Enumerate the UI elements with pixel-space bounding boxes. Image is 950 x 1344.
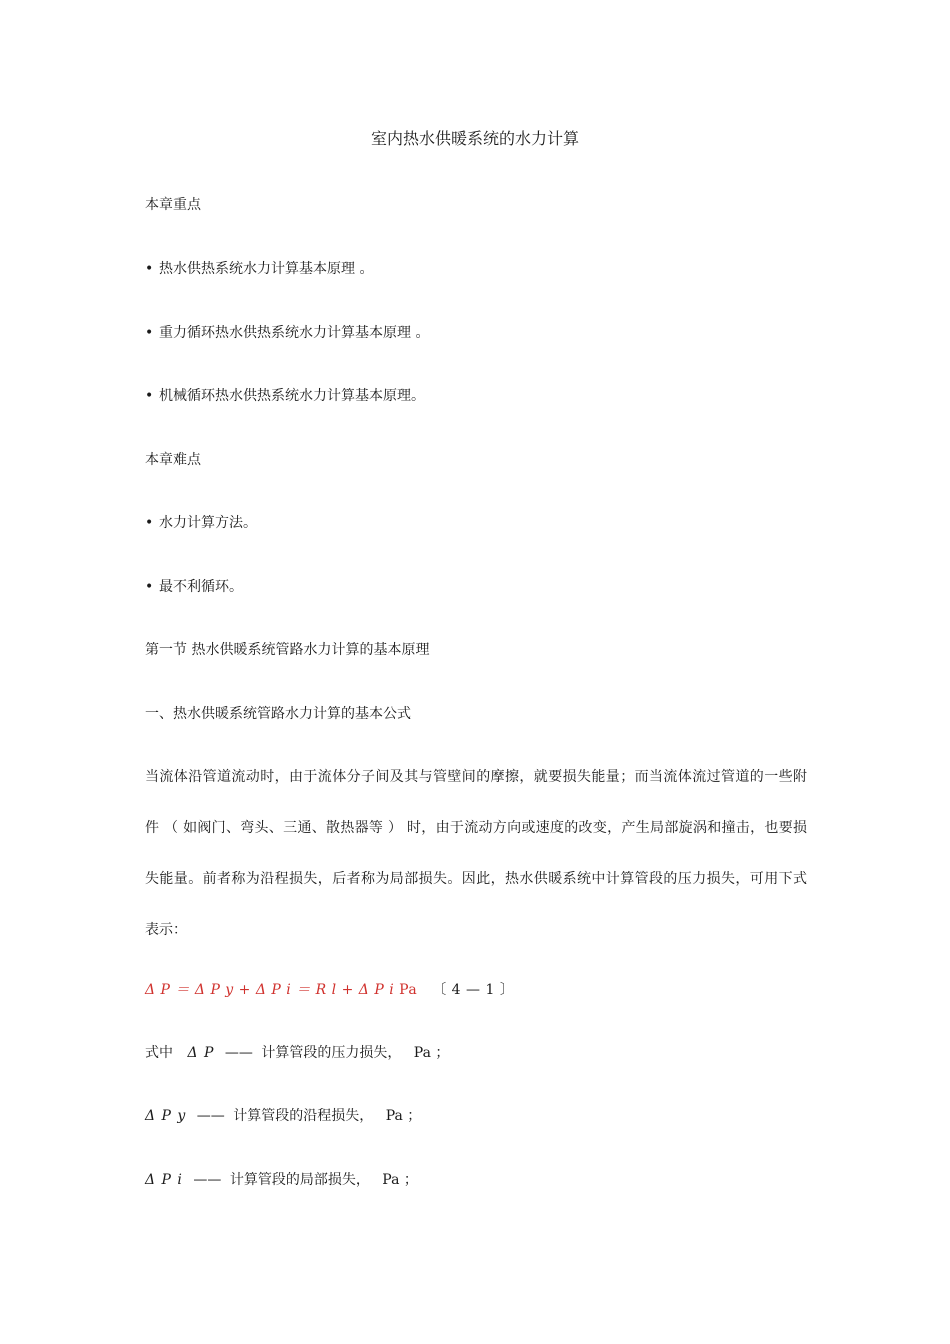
- definition-symbol: Δ P y: [145, 1108, 187, 1124]
- body-paragraph: [145, 767, 807, 971]
- key-point-item: • 热水供热系统水力计算基本原理 。: [145, 261, 374, 277]
- key-points-heading: 本章重点: [145, 197, 201, 213]
- definition-unit: Pa ；: [385, 1108, 422, 1124]
- definition-row: [145, 1170, 418, 1190]
- definition-text: 计算管段的压力损失，: [261, 1045, 402, 1061]
- page-title: 室内热水供暖系统的水力计算: [370, 129, 579, 148]
- paragraph-line: 表示：: [145, 922, 187, 938]
- formula-number: 〔 4 — 1 〕: [432, 982, 515, 998]
- paragraph-line: 失能量。前者称为沿程损失，后者称为局部损失。因此，热水供暖系统中计算管段的压力损失，可用下式: [145, 871, 807, 887]
- definition-symbol: Δ P: [187, 1045, 215, 1061]
- definition-symbol: Δ P i: [145, 1172, 183, 1188]
- definition-text: 计算管段的局部损失，: [229, 1172, 370, 1188]
- key-point-item: • 机械循环热水供热系统水力计算基本原理。: [145, 388, 425, 404]
- definition-unit: Pa ；: [413, 1045, 450, 1061]
- formula-unit: Pa: [399, 982, 418, 998]
- formula-expression: Δ P ＝ Δ P y + Δ P i ＝ R l + Δ P i: [145, 982, 395, 998]
- subsection-heading: 一、热水供暖系统管路水力计算的基本公式: [145, 706, 411, 722]
- paragraph-line: 当流体沿管道流动时，由于流体分子间及其与管壁间的摩擦，就要损失能量；而当流体流过管道的一些附: [145, 769, 807, 785]
- difficult-point-item: • 最不利循环。: [145, 579, 243, 595]
- bullet-icon: •: [145, 261, 154, 277]
- section-heading: 第一节 热水供暖系统管路水力计算的基本原理: [145, 642, 430, 658]
- definition-dash: ——: [196, 1108, 225, 1124]
- difficult-points-heading: 本章难点: [145, 452, 201, 468]
- definition-prefix: 式中: [145, 1045, 173, 1061]
- difficult-point-item: • 水力计算方法。: [145, 515, 257, 531]
- bullet-icon: •: [145, 579, 154, 595]
- formula-line: [145, 980, 514, 1000]
- definition-text: 计算管段的沿程损失，: [233, 1108, 374, 1124]
- paragraph-line: 件 （ 如阀门、弯头、三通、散热器等 ） 时，由于流动方向或速度的改变，产生局部旋涡和撞击，也要损: [145, 820, 807, 836]
- definition-row: [145, 1043, 449, 1063]
- key-point-item: • 重力循环热水供热系统水力计算基本原理 。: [145, 325, 430, 341]
- definition-dash: ——: [193, 1172, 222, 1188]
- bullet-icon: •: [145, 515, 154, 531]
- definition-dash: ——: [224, 1045, 253, 1061]
- definition-unit: Pa ；: [382, 1172, 418, 1188]
- definition-row: [145, 1106, 421, 1126]
- bullet-icon: •: [145, 325, 154, 341]
- bullet-icon: •: [145, 388, 154, 404]
